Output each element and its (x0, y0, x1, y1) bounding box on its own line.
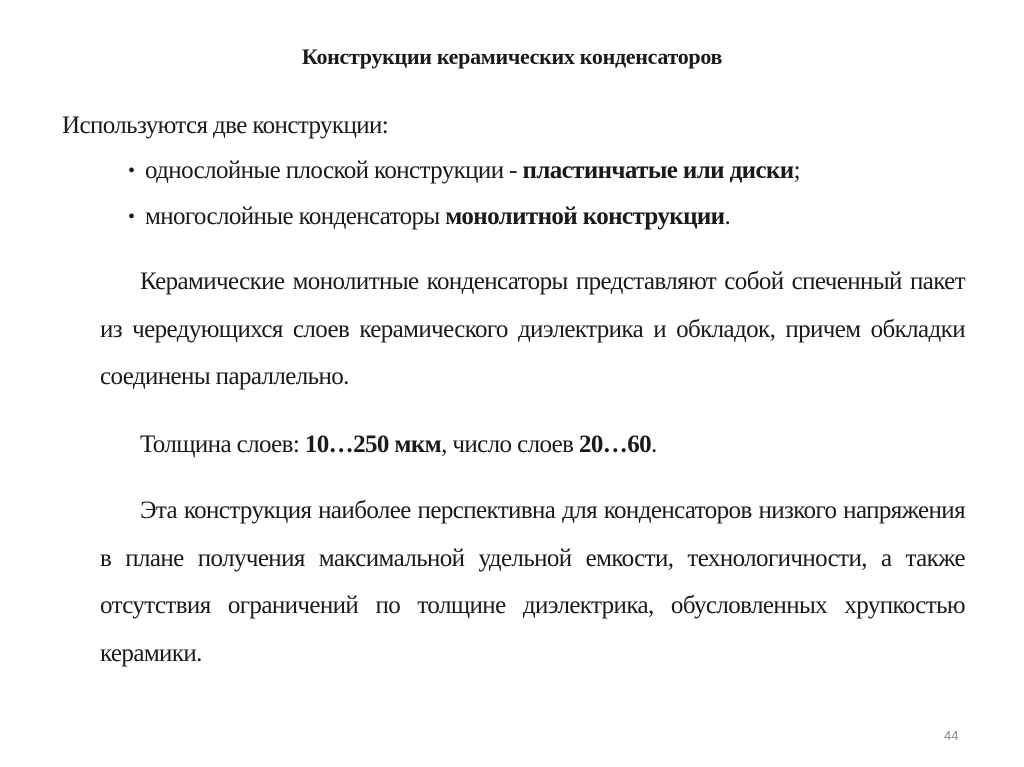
bullet-item (145, 157, 800, 185)
paragraph-monolithic: Керамические монолитные конденсаторы представляют собой спеченный пакет из чередующихся слоев керамического диэлектрика и обкладок, причем обкладки соединены параллельно. (100, 268, 965, 390)
bullet-tail: ; (793, 157, 800, 184)
layer-thickness-text (140, 431, 657, 459)
page-number: 44 (944, 728, 959, 743)
thickness-value: 10…250 мкм (304, 431, 442, 458)
bullet-tail: . (724, 203, 731, 230)
bullet-text: однослойные плоской конструкции - (145, 157, 523, 184)
thickness-label: Толщина слоев: (140, 431, 305, 458)
layers-value: 20…60 (579, 431, 652, 458)
intro-text: Используются две конструкции: (62, 112, 389, 139)
paragraph-prospects: Эта конструкция наиболее перспективна для конденсаторов низкого напряжения в плане получения максимальной удельной емкости, технологичности, а также отсутствия ограничений по толщине диэлектрика, обусловленных хрупкостью керамики. (100, 497, 965, 667)
bullet-text: многослойные конденсаторы (145, 203, 446, 230)
slide-title: Конструкции керамических конденсаторов (301, 44, 723, 69)
period: . (651, 431, 657, 458)
bullet-item (145, 203, 730, 231)
bullet-bold-text: монолитной конструкции (445, 203, 725, 230)
bullet-bold-text: пластинчатые или диски (522, 157, 794, 184)
bullet-icon: • (128, 160, 136, 182)
layers-label: , число слоев (441, 431, 579, 458)
bullet-icon: • (128, 206, 136, 228)
